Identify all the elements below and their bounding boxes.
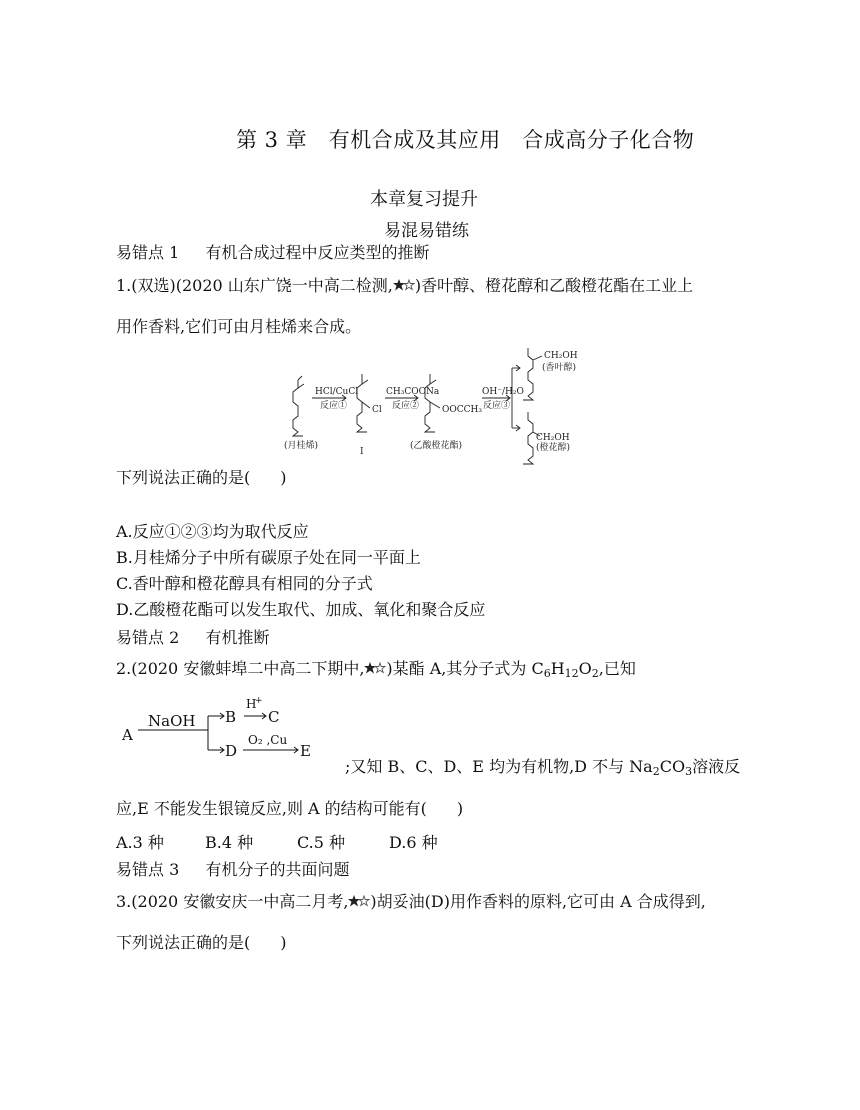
q2-reaction-scheme [118, 694, 348, 766]
compound-A: A [122, 726, 133, 744]
error-point-1 [116, 242, 429, 264]
error-point-title: 有机推断 [205, 628, 270, 647]
formula-h: H [550, 659, 565, 678]
q3-line2 [116, 932, 287, 954]
reagent-naoh: NaOH [148, 712, 196, 730]
reaction-3-label: 反应③ [483, 401, 511, 411]
myrcene-structure [293, 376, 304, 436]
formula-sub: 2 [652, 765, 660, 778]
myrcene-label: (月桂烯) [284, 441, 319, 451]
formula-o: O [578, 659, 592, 678]
compound-C: C [268, 708, 280, 726]
q2-source: 2.(2020 安徽蚌埠二中高二下期中, [116, 659, 365, 678]
q3-text: )胡妥油(D)用作香料的原料,它可由 A 合成得到, [370, 892, 706, 911]
q2-condition-text: ;又知 B、C、D、E 均为有机物,D 不与 Na [345, 757, 653, 776]
q3-stem-text: 下列说法正确的是( [116, 933, 251, 952]
reaction-2-label: 反应② [392, 401, 420, 411]
geraniol-label: (香叶醇) [542, 363, 577, 373]
q1-line1 [116, 275, 693, 297]
geraniol-structure [523, 348, 542, 400]
q3-source: 3.(2020 安徽安庆一中高二月考, [116, 892, 349, 911]
q1-option-a: A.反应①②③均为取代反应 [116, 522, 309, 541]
q2-option-b: B.4 种 [205, 833, 254, 852]
q2-option-d: D.6 种 [389, 833, 438, 852]
q1-option-b: B.月桂烯分子中所有碳原子处在同一平面上 [116, 548, 421, 567]
chloro-group: Cl [372, 405, 382, 415]
q2-line3 [116, 798, 463, 820]
q1-stem [116, 467, 287, 489]
nerol-ch2oh: CH₂OH [536, 433, 570, 443]
reagent-o2-cu: O₂ ,Cu [248, 733, 288, 747]
q2-stem-text: 应,E 不能发生银镜反应,则 A 的结构可能有( [116, 799, 427, 818]
error-point-label: 易错点 1 [116, 243, 180, 262]
q2-option-a: A.3 种 [116, 833, 164, 852]
q1-option-d: D.乙酸橙花酯可以发生取代、加成、氧化和聚合反应 [116, 600, 486, 619]
error-point-2 [116, 627, 269, 649]
reaction-1-label: 反应① [320, 401, 348, 411]
q2-line1 [116, 658, 636, 680]
geraniol-ch2oh: CH₂OH [544, 351, 578, 361]
q3-stem-end: ) [280, 933, 287, 952]
compound-I-structure [357, 374, 370, 432]
q2-text: )某酯 A,其分子式为 C [386, 659, 544, 678]
q1-stem-text: 下列说法正确的是( [116, 468, 251, 487]
reagent-1: HCl/CuCl [315, 387, 359, 397]
difficulty-star-icon [348, 894, 370, 908]
error-point-title: 有机合成过程中反应类型的推断 [205, 243, 430, 262]
formula-sub: 3 [685, 765, 693, 778]
chapter-title: 第 3 章 有机合成及其应用 合成高分子化合物 [236, 128, 695, 152]
reagent-3: OH⁻/H₂O [482, 387, 524, 397]
q1-line2: 用作香料,它们可由月桂烯来合成。 [116, 317, 362, 336]
q2-text-end: ,已知 [598, 659, 636, 678]
formula-co: CO [659, 757, 686, 776]
q2-line2 [345, 756, 740, 778]
q2-option-c: C.5 种 [297, 833, 346, 852]
compound-D: D [225, 742, 238, 760]
error-point-label: 易错点 3 [116, 860, 180, 879]
acetate-group: OOCCH₃ [442, 405, 482, 415]
reagent-h-plus: + [255, 696, 263, 706]
q2-condition-text-end: 溶液反 [692, 757, 741, 776]
review-title: 本章复习提升 [370, 189, 478, 210]
q1-reaction-scheme [280, 340, 590, 465]
formula-sub: 6 [543, 667, 551, 680]
formula-sub: 2 [591, 667, 599, 680]
difficulty-star-icon [364, 661, 386, 675]
error-point-3 [116, 859, 349, 881]
compound-I-label: I [360, 447, 364, 457]
reagent-2: CH₃COONa [386, 387, 440, 397]
q1-text: )香叶醇、橙花醇和乙酸橙花酯在工业上 [414, 276, 694, 295]
q1-stem-end: ) [280, 468, 287, 487]
compound-B: B [225, 708, 237, 726]
neryl-acetate-structure [425, 374, 440, 432]
nerol-label: (橙花醇) [536, 443, 571, 453]
q3-line1 [116, 891, 706, 913]
practice-title: 易混易错练 [384, 221, 469, 241]
q1-option-c: C.香叶醇和橙花醇具有相同的分子式 [116, 574, 373, 593]
difficulty-star-icon [393, 278, 415, 292]
error-point-label: 易错点 2 [116, 628, 180, 647]
q2-stem-end: ) [456, 799, 464, 818]
formula-sub: 12 [564, 667, 579, 680]
compound-E: E [300, 742, 311, 760]
neryl-acetate-label: (乙酸橙花酯) [410, 441, 463, 451]
q1-source: 1.(双选)(2020 山东广饶一中高二检测, [116, 276, 393, 295]
error-point-title: 有机分子的共面问题 [205, 860, 350, 879]
reagent-h: H [246, 697, 257, 711]
